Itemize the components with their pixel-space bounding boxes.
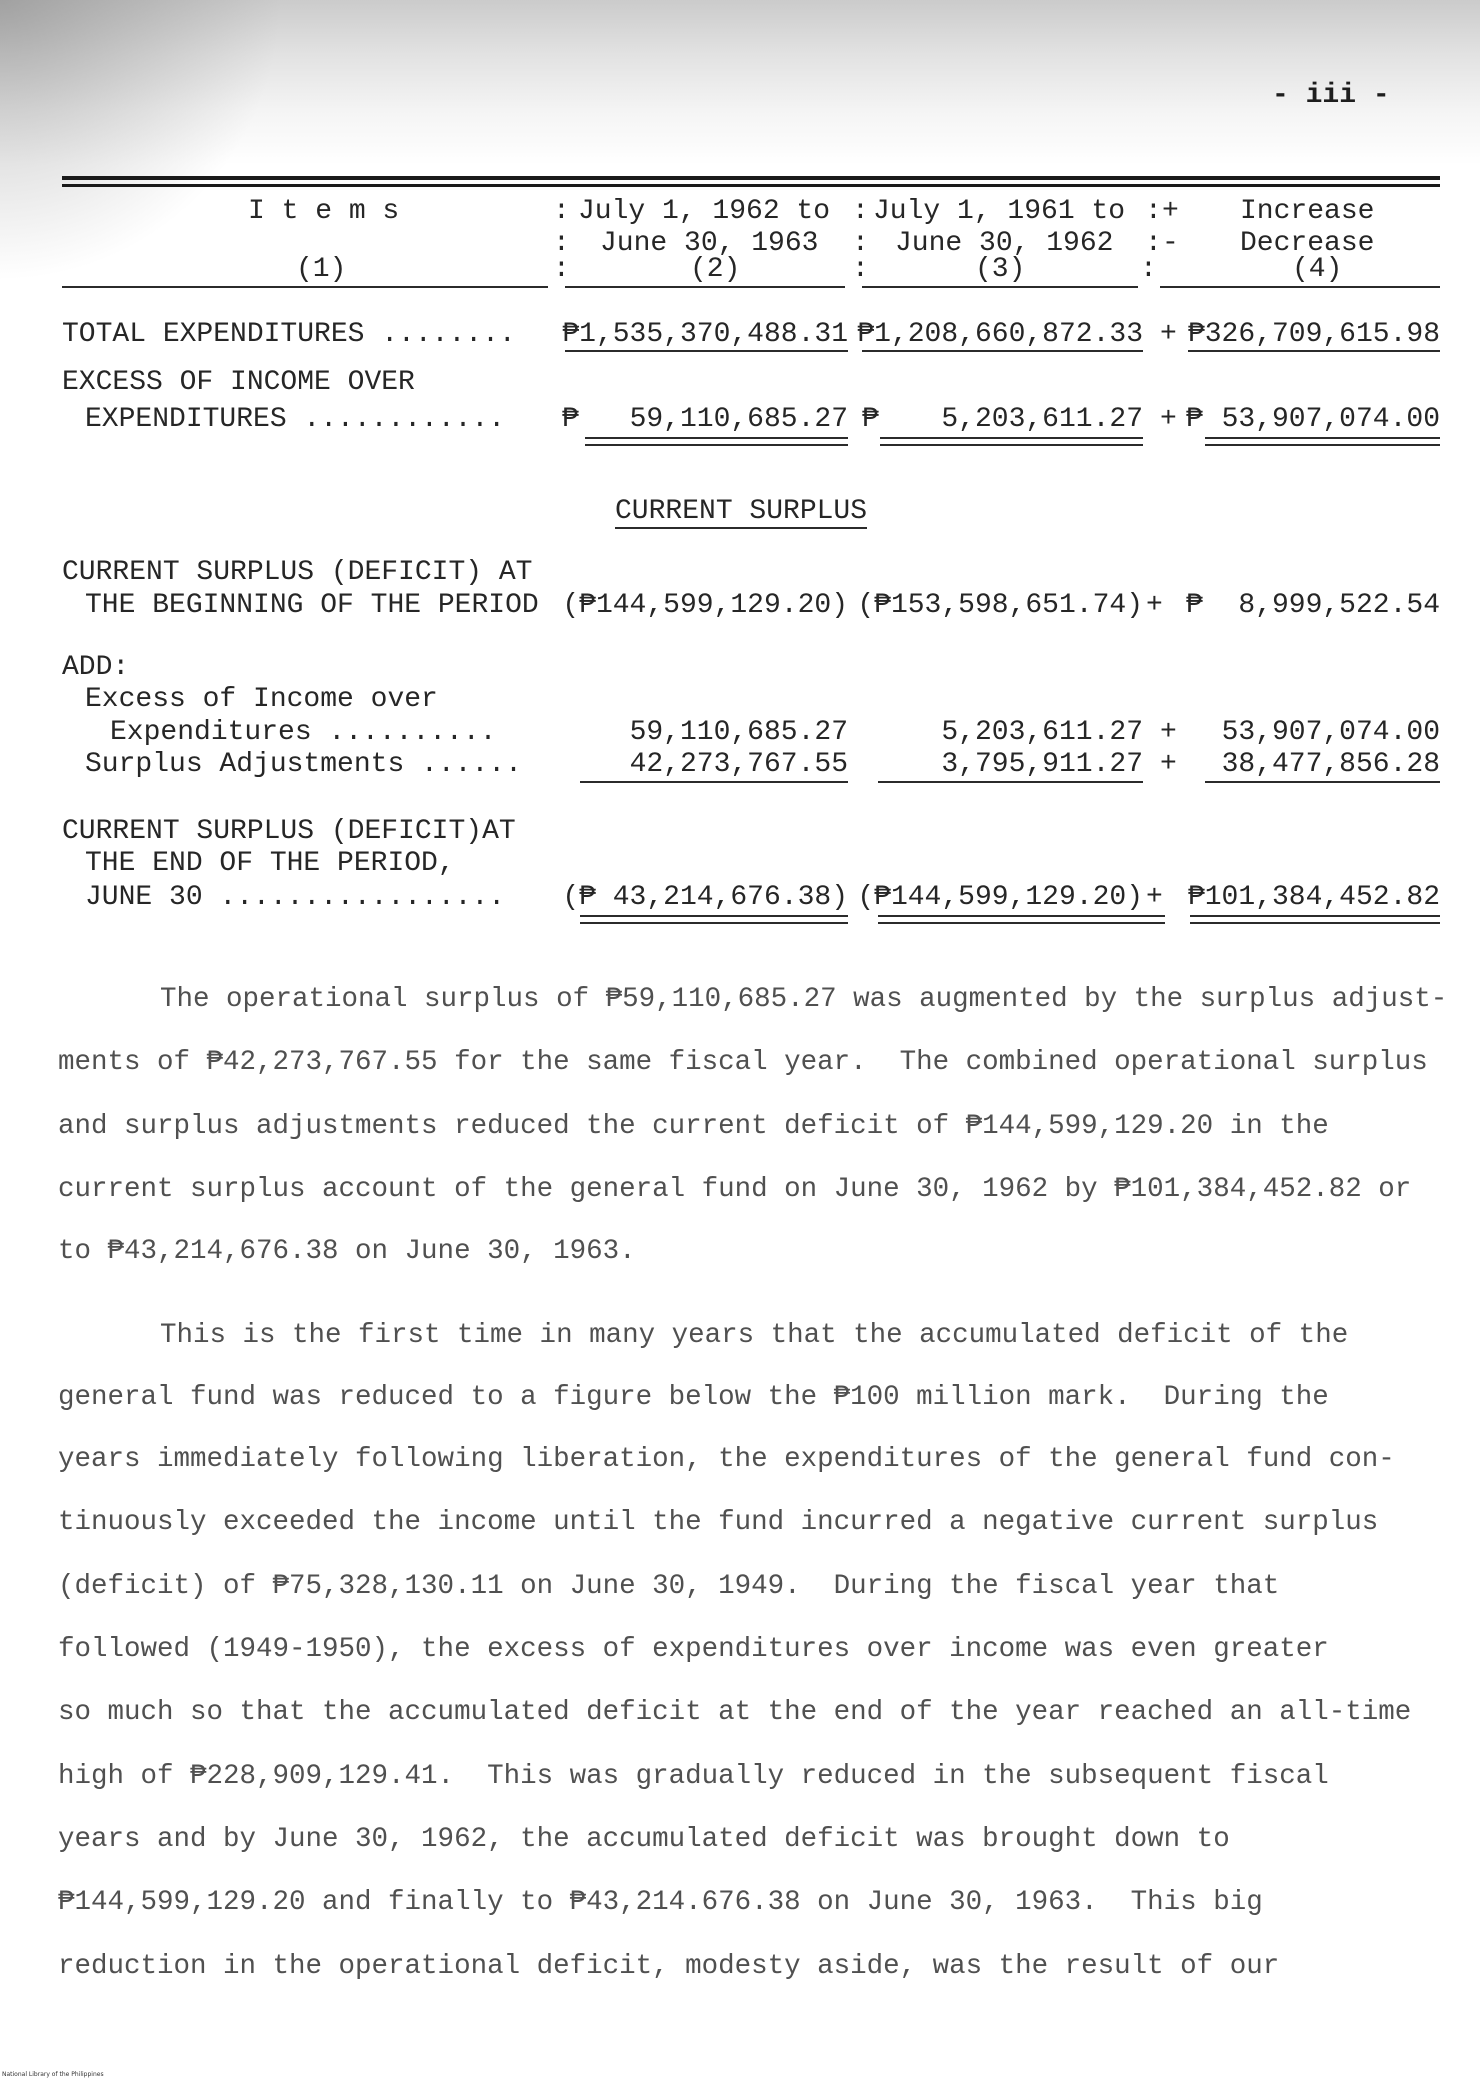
beginning-label: THE BEGINNING OF THE PERIOD [85,590,539,621]
header-col3-number: (3) [975,254,1026,285]
total-expenditures-col4: ₱326,709,615.98 [1187,319,1440,350]
add-row-sign: + [1160,717,1177,748]
header-underline [862,286,1138,288]
underline [1205,781,1440,783]
header-col2-line2: June 30, 1963 [600,228,819,259]
paragraph-line: years and by June 30, 1962, the accumulated deficit was brought down to [58,1824,1230,1855]
double-underline [1190,922,1440,924]
total-expenditures-col2: ₱1,535,370,488.31 [562,319,848,350]
excess-col3-currency: ₱ [862,404,879,435]
underline [878,781,1143,783]
paragraph-line: reduction in the operational deficit, modesty aside, was the result of our [58,1951,1280,1982]
header-col1-number: (1) [296,254,347,285]
header-separator: : [1145,196,1162,227]
beginning-col4: 8,999,522.54 [1238,590,1440,621]
beginning-label-line1: CURRENT SURPLUS (DEFICIT) AT [62,557,533,588]
paragraph-line: The operational surplus of ₱59,110,685.27 was augmented by the surplus adjust- [160,984,1448,1015]
section-title-underline [615,527,867,529]
underline [580,781,848,783]
header-col4-number: (4) [1292,254,1343,285]
header-separator: : [1140,254,1157,285]
header-col4-line1: Increase [1240,196,1375,227]
excess-col3: 5,203,611.27 [941,404,1143,435]
double-underline [585,437,848,439]
beginning-col2: (₱144,599,129.20) [562,590,848,621]
paragraph-line: current surplus account of the general fund on June 30, 1962 by ₱101,384,452.82 or [58,1174,1412,1205]
underline [862,350,1143,352]
excess-col4: 53,907,074.00 [1221,404,1440,435]
paragraph-line: ₱144,599,129.20 and finally to ₱43,214.676.38 on June 30, 1963. This big [58,1887,1263,1918]
underline [1188,350,1440,352]
beginning-sign: + [1146,590,1163,621]
header-sign-minus: - [1162,228,1179,259]
paragraph-line: This is the first time in many years that the accumulated deficit of the [160,1320,1349,1351]
add-row-col4: 53,907,074.00 [1221,717,1440,748]
add-row-sign: + [1160,749,1177,780]
excess-label-line1: EXCESS OF INCOME OVER [62,367,415,398]
excess-col2-currency: ₱ [562,404,579,435]
header-col2-line1: July 1, 1962 to [578,196,831,227]
header-separator: : [852,196,869,227]
double-underline [1205,444,1440,446]
double-underline [585,444,848,446]
end-label-line1: CURRENT SURPLUS (DEFICIT)AT [62,816,516,847]
header-underline [565,286,845,288]
double-underline [878,922,1165,924]
archive-footer: National Library of the Philippines [2,2071,104,2078]
paragraph-line: high of ₱228,909,129.41. This was gradually reduced in the subsequent fiscal [58,1761,1329,1792]
add-row-label: Expenditures .......... [110,717,497,748]
total-expenditures-sign: + [1160,319,1177,350]
beginning-col4-currency: ₱ [1186,590,1203,621]
header-col3-line1: July 1, 1961 to [873,196,1126,227]
excess-label: EXPENDITURES ............ [85,404,506,435]
double-underline [880,444,1143,446]
double-underline [580,915,848,917]
paragraph-line: so much so that the accumulated deficit at the end of the year reached an all-time [58,1697,1412,1728]
excess-col4-currency: ₱ [1186,404,1203,435]
end-label: JUNE 30 ................. [85,882,506,913]
double-underline [880,437,1143,439]
header-separator: : [852,254,869,285]
table-top-rule-secondary [62,184,1440,187]
add-row-col4: 38,477,856.28 [1221,749,1440,780]
add-row-col3: 3,795,911.27 [941,749,1143,780]
add-row-col3: 5,203,611.27 [941,717,1143,748]
end-label-line2: THE END OF THE PERIOD, [85,848,455,879]
add-row-col2: 42,273,767.55 [629,749,848,780]
header-sign-plus: + [1162,196,1179,227]
beginning-col3: (₱153,598,651.74) [857,590,1143,621]
header-underline [1160,286,1440,288]
paragraph-line: to ₱43,214,676.38 on June 30, 1963. [58,1236,636,1267]
double-underline [1190,915,1440,917]
paragraph-line: ments of ₱42,273,767.55 for the same fiscal year. The combined operational surplus [58,1047,1428,1078]
double-underline [878,915,1165,917]
page-number: - iii - [1272,80,1390,111]
add-sub-label: Excess of Income over [85,684,438,715]
header-underline [62,286,548,288]
double-underline [1205,437,1440,439]
header-col2-number: (2) [690,254,741,285]
end-col4: ₱101,384,452.82 [1187,882,1440,913]
header-separator: : [1145,228,1162,259]
header-col4-line2: Decrease [1240,228,1375,259]
total-expenditures-col3: ₱1,208,660,872.33 [857,319,1143,350]
table-top-rule [62,176,1440,180]
section-title: CURRENT SURPLUS [615,496,868,527]
add-row-col2: 59,110,685.27 [629,717,848,748]
add-row-label: Surplus Adjustments ...... [85,749,522,780]
end-col2: (₱ 43,214,676.38) [562,882,848,913]
header-items-label: I t e m s [248,196,400,227]
double-underline [580,922,848,924]
header-separator: : [553,254,570,285]
paragraph-line: tinuously exceeded the income until the fund incurred a negative current surplus [58,1507,1379,1538]
paragraph-line: (deficit) of ₱75,328,130.11 on June 30, 1949. During the fiscal year that [58,1571,1280,1602]
total-expenditures-label: TOTAL EXPENDITURES ........ [62,319,516,350]
excess-sign: + [1160,404,1177,435]
header-separator: : [553,196,570,227]
header-separator: : [553,228,570,259]
paragraph-line: general fund was reduced to a figure below the ₱100 million mark. During the [58,1382,1329,1413]
excess-col2: 59,110,685.27 [629,404,848,435]
header-col3-line2: June 30, 1962 [895,228,1114,259]
paragraph-line: years immediately following liberation, the expenditures of the general fund con- [58,1444,1395,1475]
end-col3: (₱144,599,129.20) [857,882,1143,913]
paragraph-line: followed (1949-1950), the excess of expenditures over income was even greater [58,1634,1329,1665]
header-separator: : [852,228,869,259]
end-sign: + [1146,882,1163,913]
add-label: ADD: [62,652,130,683]
paragraph-line: and surplus adjustments reduced the current deficit of ₱144,599,129.20 in the [58,1111,1329,1142]
underline [565,350,848,352]
